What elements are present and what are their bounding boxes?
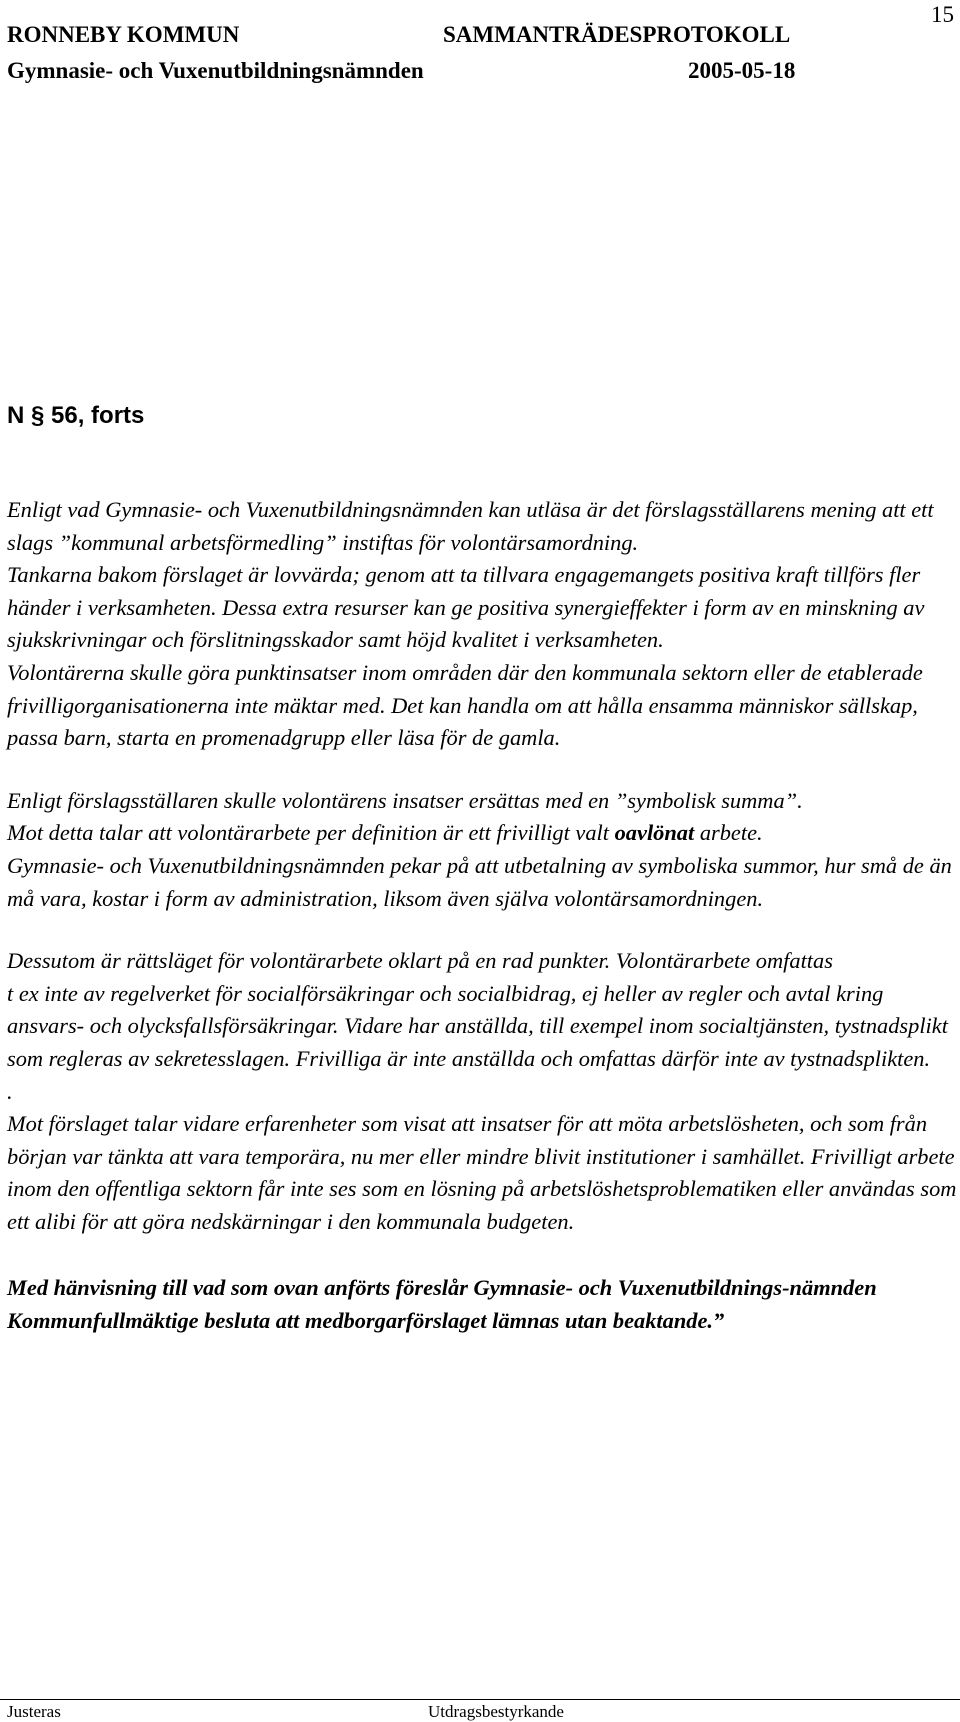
board-name: Gymnasie- och Vuxenutbildningsnämnden bbox=[7, 58, 424, 83]
text-run: Mot detta talar att volontärarbete per definition är ett frivilligt valt bbox=[7, 820, 615, 846]
paragraph: Gymnasie- och Vuxenutbildningsnämnden pekar på att utbetalning av symboliska summor, hur små de än må vara, kostar i form av administration, liksom även själva volontärsamordningen. bbox=[7, 852, 952, 911]
footer-justeras: Justeras bbox=[7, 1702, 61, 1721]
conclusion-paragraph: Med hänvisning till vad som ovan anförts föreslår Gymnasie- och Vuxenutbildnings-nämnden Kommunfullmäktige besluta att medborgarförslaget lämnas utan beaktande.” bbox=[7, 1275, 877, 1334]
footer-divider bbox=[0, 1699, 960, 1700]
paragraph: Dessutom är rättsläget för volontärarbete oklart på en rad punkter. Volontärarbete omfattas bbox=[7, 948, 833, 974]
text-run: arbete. bbox=[694, 820, 763, 846]
document-type: SAMMANTRÄDESPROTOKOLL bbox=[443, 22, 791, 47]
paragraph: Mot förslaget talar vidare erfarenheter som visat att insatser för att möta arbetslösheten, och som från början var tänkta att vara temporära, nu mer eller mindre blivit institutioner i samhället. Frivilligt arbete inom den offentliga sektorn får inte ses som en lösning på arbetslöshetsproblematiken eller användas som ett alibi för att göra nedskärningar i den kommunala budgeten. bbox=[7, 1111, 957, 1234]
page-number: 15 bbox=[931, 2, 954, 27]
section-heading: N § 56, forts bbox=[7, 402, 145, 429]
organization-name: RONNEBY KOMMUN bbox=[7, 22, 240, 47]
paragraph: Enligt vad Gymnasie- och Vuxenutbildningsnämnden kan utläsa är det förslagsställarens mening att ett slags ”kommunal arbetsförmedling” instiftas för volontärsamordning. bbox=[7, 497, 934, 555]
paragraph: Tankarna bakom förslaget är lovvärda; genom att ta tillvara engagemangets positiva kraft tillförs fler händer i verksamheten. Dessa extra resurser kan ge positiva synergieffekter i form av en minskning av sjukskrivningar och förslitningsskador samt höjd kvalitet i verksamheten. bbox=[7, 562, 925, 653]
paragraph: Enligt förslagsställaren skulle volontärens insatser ersättas med en ”symbolisk summa”. bbox=[7, 787, 803, 813]
footer-utdragsbestyrkande: Utdragsbestyrkande bbox=[428, 1702, 564, 1721]
meeting-date: 2005-05-18 bbox=[688, 58, 796, 83]
paragraph: . bbox=[7, 1078, 13, 1104]
emphasis-word: oavlönat bbox=[614, 820, 695, 846]
paragraph bbox=[7, 817, 957, 850]
paragraph: Volontärerna skulle göra punktinsatser inom områden där den kommunala sektorn eller de etablerade frivilligorganisationerna inte mäktar med. Det kan handla om att hålla ensamma människor sällskap, passa barn, starta en promenadgrupp eller läsa för de gamla. bbox=[7, 659, 923, 751]
document-body bbox=[7, 494, 957, 1338]
paragraph: t ex inte av regelverket för socialförsäkringar och socialbidrag, ej heller av regler och avtal kring ansvars- och olycksfallsförsäkringar. Vidare har anställda, till exempel inom socialtjänsten, tystnadsplikt som regleras av sekretesslagen. Frivilliga är inte anställda och omfattas därför inte av tystnadsplikten. bbox=[7, 980, 948, 1071]
